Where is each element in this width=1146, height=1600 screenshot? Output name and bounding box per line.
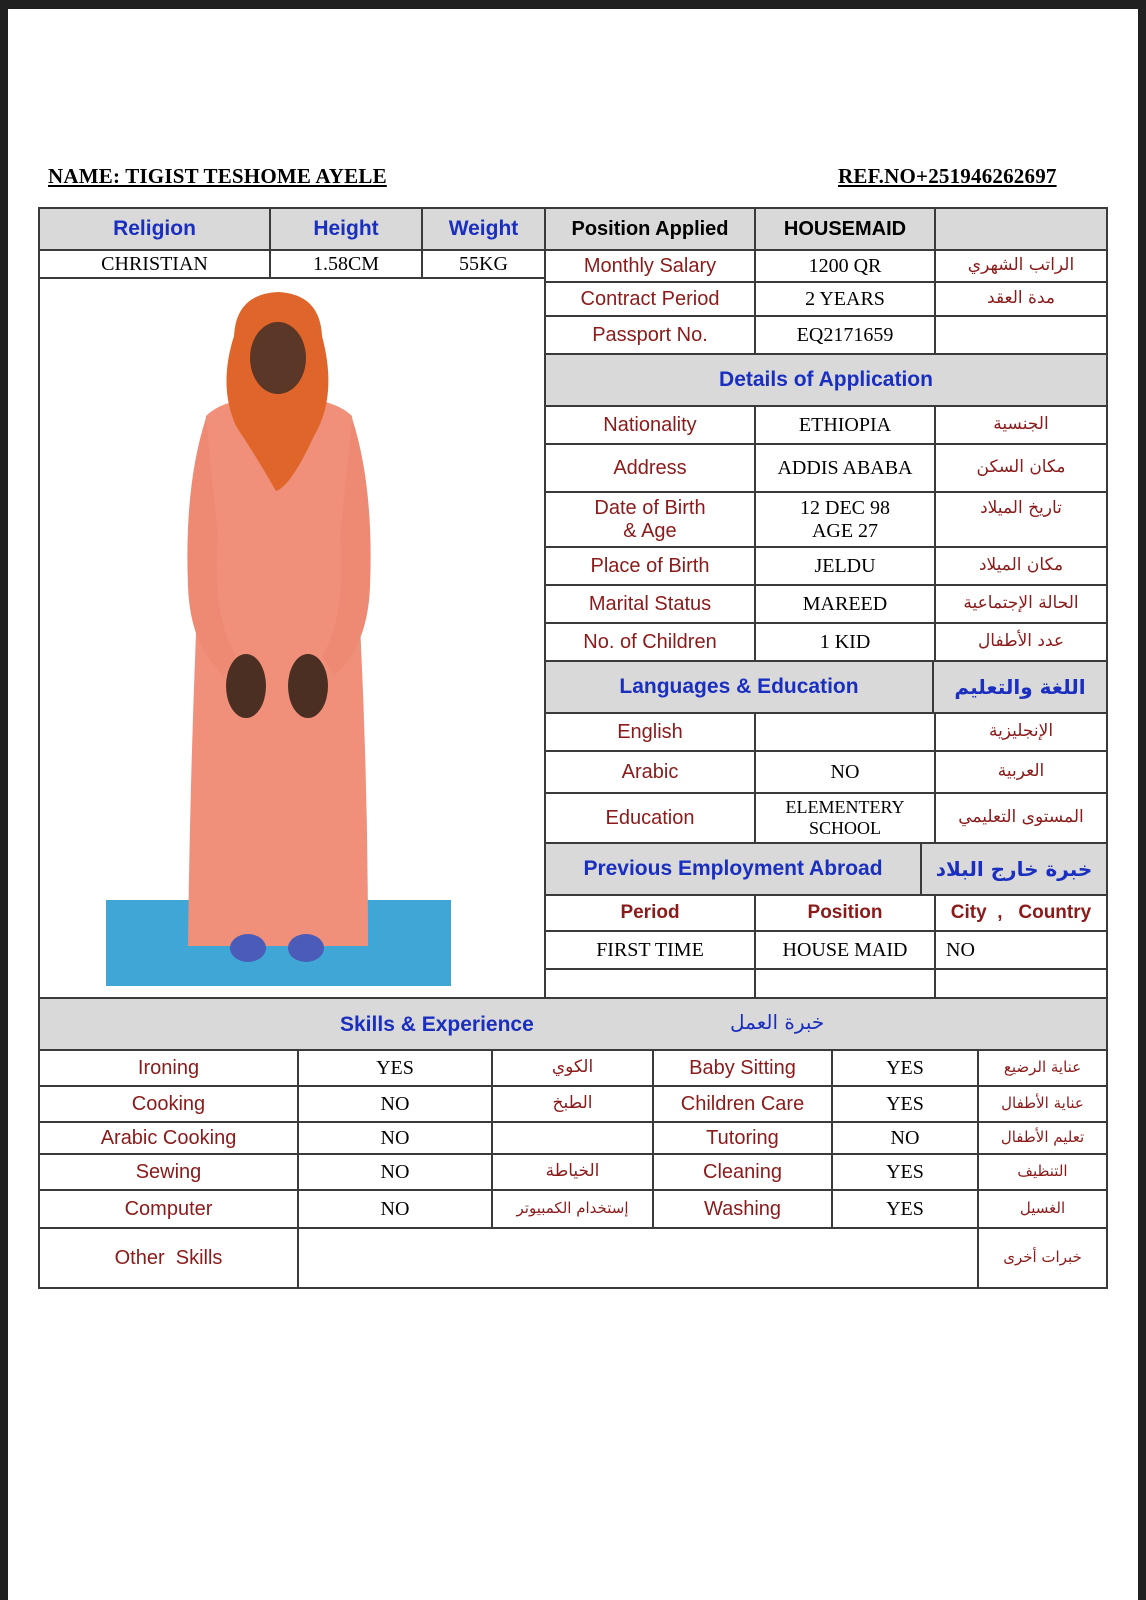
- detail-ar-address: مكان السكن: [934, 443, 1108, 493]
- position-applied-ar: [934, 207, 1108, 251]
- detail-value-place: JELDU: [754, 546, 936, 586]
- skill-left-value: NO: [297, 1189, 493, 1229]
- skill-left-ar: إستخدام الكمبيوتر: [491, 1189, 654, 1229]
- contract-label: Contract Period: [544, 281, 756, 317]
- detail-ar-nationality: الجنسية: [934, 405, 1108, 445]
- contract-ar: مدة العقد: [934, 281, 1108, 317]
- lang-ar-education: المستوى التعليمي: [934, 792, 1108, 844]
- detail-value-children: 1 KID: [754, 622, 936, 662]
- other-skills-ar: خبرات أخرى: [977, 1227, 1108, 1289]
- person-figure-icon: [106, 286, 451, 986]
- skill-right-value: YES: [831, 1153, 979, 1191]
- salary-ar: الراتب الشهري: [934, 249, 1108, 283]
- skill-left-label: Sewing: [38, 1153, 299, 1191]
- skill-left-ar: [491, 1121, 654, 1155]
- reference-number: REF.NO+251946262697: [838, 164, 1057, 188]
- other-skills-value: [297, 1227, 979, 1289]
- detail-value-dob: 12 DEC 98 AGE 27: [754, 491, 936, 548]
- skill-right-ar: عناية الرضيع: [977, 1049, 1108, 1087]
- skill-right-ar: الغسيل: [977, 1189, 1108, 1229]
- detail-label-marital: Marital Status: [544, 584, 756, 624]
- skill-left-value: NO: [297, 1121, 493, 1155]
- skill-left-value: NO: [297, 1153, 493, 1191]
- weight-label: Weight: [421, 207, 546, 251]
- detail-ar-children: عدد الأطفال: [934, 622, 1108, 662]
- height-label: Height: [269, 207, 423, 251]
- skill-right-value: YES: [831, 1085, 979, 1123]
- detail-ar-place: مكان الميلاد: [934, 546, 1108, 586]
- employment-city-value: NO: [934, 930, 1108, 970]
- skill-right-ar: عناية الأطفال: [977, 1085, 1108, 1123]
- detail-label-dob: Date of Birth & Age: [544, 491, 756, 548]
- contract-value: 2 YEARS: [754, 281, 936, 317]
- lang-value-education: ELEMENTERY SCHOOL: [754, 792, 936, 844]
- lang-value-arabic: NO: [754, 750, 936, 794]
- skill-left-label: Arabic Cooking: [38, 1121, 299, 1155]
- skill-right-label: Children Care: [652, 1085, 833, 1123]
- skill-right-label: Cleaning: [652, 1153, 833, 1191]
- detail-label-address: Address: [544, 443, 756, 493]
- candidate-name: NAME: TIGIST TESHOME AYELE: [48, 164, 387, 188]
- skills-title-ar: خبرة العمل: [730, 1010, 825, 1034]
- salary-label: Monthly Salary: [544, 249, 756, 283]
- detail-value-address: ADDIS ABABA: [754, 443, 936, 493]
- skill-left-value: YES: [297, 1049, 493, 1087]
- weight-value: 55KG: [421, 249, 546, 279]
- passport-ar: [934, 315, 1108, 355]
- employment-empty-2: [754, 968, 936, 999]
- skill-right-value: YES: [831, 1189, 979, 1229]
- lang-ar-english: الإنجليزية: [934, 712, 1108, 752]
- details-title: Details of Application: [544, 353, 1108, 407]
- detail-value-nationality: ETHIOPIA: [754, 405, 936, 445]
- employment-position-label: Position: [754, 894, 936, 932]
- detail-ar-marital: الحالة الإجتماعية: [934, 584, 1108, 624]
- skill-right-label: Baby Sitting: [652, 1049, 833, 1087]
- skill-right-ar: تعليم الأطفال: [977, 1121, 1108, 1155]
- employment-city-label: City , Country: [934, 894, 1108, 932]
- passport-value: EQ2171659: [754, 315, 936, 355]
- lang-label-english: English: [544, 712, 756, 752]
- salary-value: 1200 QR: [754, 249, 936, 283]
- position-applied-label: Position Applied: [544, 207, 756, 251]
- lang-label-arabic: Arabic: [544, 750, 756, 794]
- detail-label-nationality: Nationality: [544, 405, 756, 445]
- employment-empty-3: [934, 968, 1108, 999]
- detail-value-marital: MAREED: [754, 584, 936, 624]
- skill-left-ar: الخياطة: [491, 1153, 654, 1191]
- employment-period-value: FIRST TIME: [544, 930, 756, 970]
- religion-label: Religion: [38, 207, 271, 251]
- skill-right-label: Washing: [652, 1189, 833, 1229]
- skill-right-value: NO: [831, 1121, 979, 1155]
- candidate-photo: [106, 286, 451, 986]
- skill-left-ar: الطبخ: [491, 1085, 654, 1123]
- lang-ar-arabic: العربية: [934, 750, 1108, 794]
- other-skills-label: Other Skills: [38, 1227, 299, 1289]
- lang-value-english: [754, 712, 936, 752]
- skill-right-ar: التنظيف: [977, 1153, 1108, 1191]
- position-applied-value: HOUSEMAID: [754, 207, 936, 251]
- lang-label-education: Education: [544, 792, 756, 844]
- detail-label-place: Place of Birth: [544, 546, 756, 586]
- skill-right-label: Tutoring: [652, 1121, 833, 1155]
- skill-left-ar: الكوي: [491, 1049, 654, 1087]
- height-value: 1.58CM: [269, 249, 423, 279]
- employment-period-label: Period: [544, 894, 756, 932]
- employment-title-ar: خبرة خارج البلاد: [920, 842, 1108, 896]
- religion-value: CHRISTIAN: [38, 249, 271, 279]
- passport-label: Passport No.: [544, 315, 756, 355]
- detail-ar-dob: تاريخ الميلاد: [934, 491, 1108, 548]
- detail-label-children: No. of Children: [544, 622, 756, 662]
- skill-left-label: Computer: [38, 1189, 299, 1229]
- skills-header: [38, 997, 1108, 1051]
- skill-left-value: NO: [297, 1085, 493, 1123]
- languages-title: Languages & Education: [544, 660, 934, 714]
- skill-right-value: YES: [831, 1049, 979, 1087]
- employment-title: Previous Employment Abroad: [544, 842, 922, 896]
- languages-title-ar: اللغة والتعليم: [932, 660, 1108, 714]
- skill-left-label: Cooking: [38, 1085, 299, 1123]
- skills-title: Skills & Experience: [340, 1013, 534, 1036]
- employment-position-value: HOUSE MAID: [754, 930, 936, 970]
- skill-left-label: Ironing: [38, 1049, 299, 1087]
- employment-empty-1: [544, 968, 756, 999]
